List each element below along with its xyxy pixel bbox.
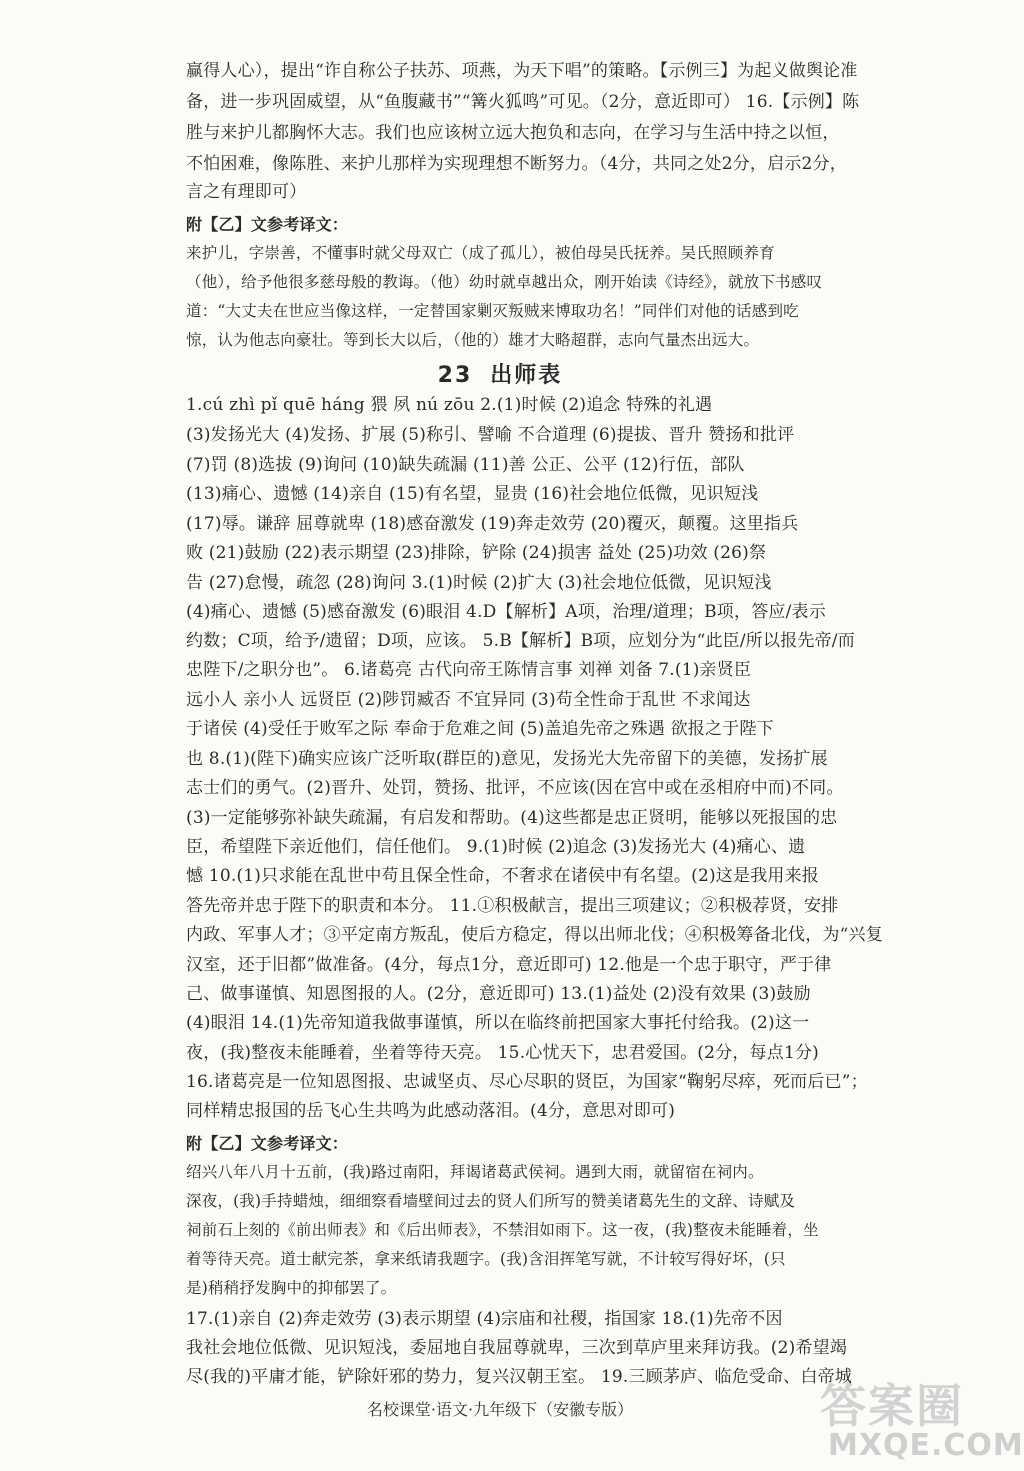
watermark-text: 答案圈 [820, 1379, 964, 1433]
translation-line: 着等待天亮。道士献完茶，拿来纸请我题字。(我)含泪挥笔写就，不计较写得好坏，(只 [186, 1250, 786, 1268]
answer-line: 内政、军事人才；③平定南方叛乱，使后方稳定，得以出师北伐；④积极筹备北伐，为“兴复 [186, 925, 883, 945]
answer-line: 忠陛下/之职分也”。 6.诸葛亮 古代向帝王陈情言事 刘禅 刘备 7.(1)亲贤臣 [186, 660, 752, 680]
answer-line: (3)发扬光大 (4)发扬、扩展 (5)称引、譬喻 不合道理 (6)提拔、晋升 赞扬和批评 [186, 425, 795, 445]
answer-line: 1.cú zhì pǐ quē háng 猥 夙 nú zōu 2.(1)时候 (2)追念 特殊的礼遇 [186, 395, 713, 415]
answer-line: 志士们的勇气。(2)晋升、处罚，赞扬、批评，不应该(因在宫中或在丞相府中而)不同。 [186, 778, 844, 798]
translation-line: 来护儿，字崇善，不懂事时就父母双亡（成了孤儿），被伯母吴氏抚养。吴氏照顾养育 [186, 244, 775, 262]
text-line: 胜与来护儿都胸怀大志。我们也应该树立远大抱负和志向，在学习与生活中持之以恒， [186, 123, 840, 143]
answer-line: 于诸侯 (4)受任于败军之际 奉命于危难之间 (5)盖追先帝之殊遇 欲报之于陛下 [186, 719, 774, 739]
translation-label: 附【乙】文参考译文： [186, 1134, 349, 1153]
answer-line: 败 (21)鼓励 (22)表示期望 (23)排除，铲除 (24)损害 益处 (25)功效 (26)祭 [186, 543, 767, 563]
section-number: 23 [437, 363, 473, 388]
text-line: 备，进一步巩固威望，从“鱼腹藏书”“篝火狐鸣”可见。（2分，意近即可） 16.【示例】陈 [186, 92, 860, 112]
text-line: 言之有理即可） [186, 182, 307, 202]
translation-line: 惊，认为他志向豪壮。等到长大以后，（他的）雄才大略超群，志向气量杰出远大。 [186, 331, 760, 349]
answer-line: 己、做事谨慎、知恩图报的人。(2分，意近即可) 13.(1)益处 (2)没有效果 (3)鼓励 [186, 984, 811, 1004]
answer-line: 约数；C项，给予/遗留；D项，应该。 5.B【解析】B项，应划分为“此臣/所以报先帝/而 [186, 631, 855, 651]
answer-line: (17)辱。谦辞 屈尊就卑 (18)感奋激发 (19)奔走效劳 (20)覆灭，颠覆。这里指兵 [186, 514, 799, 534]
translation-line: 是)稍稍抒发胸中的抑郁罢了。 [186, 1279, 397, 1297]
answer-line: 告 (27)怠慢，疏忽 (28)询问 3.(1)时候 (2)扩大 (3)社会地位低微，见识短浅 [186, 573, 772, 593]
answer-line: (4)痛心、遗憾 (5)感奋激发 (6)眼泪 4.D【解析】A项，治理/道理；B项，答应/表示 [186, 602, 826, 622]
translation-line: 绍兴八年八月十五前，(我)路过南阳，拜谒诸葛武侯祠。遇到大雨，就留宿在祠内。 [186, 1163, 764, 1181]
answer-line: (7)罚 (8)选拔 (9)询问 (10)缺失疏漏 (11)善 公正、公平 (12)行伍，部队 [186, 455, 745, 475]
page-footer: 名校课堂·语文·九年级下（安徽专版） [366, 1400, 634, 1419]
answer-line: 尽(我的)平庸才能，铲除奸邪的势力，复兴汉朝王室。 19.三顾茅庐、临危受命、白帝城 [186, 1367, 853, 1387]
answer-line: 憾 10.(1)只求能在乱世中苟且保全性命，不奢求在诸侯中有名望。(2)这是我用来报 [186, 866, 819, 886]
answer-line: 夜，(我)整夜未能睡着，坐着等待天亮。 15.心忧天下，忠君爱国。(2分，每点1分) [186, 1043, 819, 1063]
answer-line: 17.(1)亲自 (2)奔走效劳 (3)表示期望 (4)宗庙和社稷，指国家 18.(1)先帝不因 [186, 1309, 783, 1329]
answer-line: 16.诸葛亮是一位知恩图报、忠诚坚贞、尽心尽职的贤臣，为国家“鞠躬尽瘁，死而后已”； [186, 1072, 868, 1092]
answer-line: (4)眼泪 14.(1)先帝知道我做事谨慎，所以在临终前把国家大事托付给我。(2)这一 [186, 1013, 810, 1033]
translation-line: 道：“大丈夫在世应当像这样，一定替国家剿灭叛贼来博取功名！”同伴们对他的话感到吃 [186, 302, 799, 320]
section-name: 出师表 [490, 363, 563, 388]
answer-line: 同样精忠报国的岳飞心生共鸣为此感动落泪。(4分，意思对即可) [186, 1101, 676, 1121]
answer-line: (13)痛心、遗憾 (14)亲自 (15)有名望，显贵 (16)社会地位低微，见识短浅 [186, 484, 759, 504]
answer-line: 我社会地位低微、见识短浅，委屈地自我屈尊就卑，三次到草庐里来拜访我。(2)希望竭 [186, 1338, 848, 1358]
answer-line: 答先帝并忠于陛下的职责和本分。 11.①积极献言，提出三项建议；②积极荐贤，安排 [186, 896, 839, 916]
text-line: 不怕困难，像陈胜、来护儿那样为实现理想不断努力。（4分，共同之处2分，启示2分， [186, 154, 847, 174]
answer-line: 远小人 亲小人 远贤臣 (2)陟罚臧否 不宜异同 (3)苟全性命于乱世 不求闻达 [186, 690, 751, 710]
answer-line: 汉室，还于旧都”做准备。(4分，每点1分，意近即可) 12.他是一个忠于职守，严于律 [186, 955, 832, 975]
translation-label: 附【乙】文参考译文： [186, 215, 349, 234]
translation-line: 深夜，(我)手持蜡烛，细细察看墙壁间过去的贤人们所写的赞美诸葛先生的文辞、诗赋及 [186, 1192, 796, 1210]
text-line: 赢得人心），提出“诈自称公子扶苏、项燕，为天下唱”的策略。【示例三】为起义做舆论准 [186, 61, 858, 81]
translation-line: 祠前石上刻的《前出师表》和《后出师表》，不禁泪如雨下。这一夜，(我)整夜未能睡着，坐 [186, 1221, 819, 1239]
translation-line: （他），给予他很多慈母般的教诲。（他）幼时就卓越出众，刚开始读《诗经》，就放下书感叹 [186, 273, 823, 291]
answer-line: 也 8.(1)(陛下)确实应该广泛听取(群臣的)意见，发扬光大先帝留下的美德，发扬扩展 [186, 749, 828, 769]
watermark-logo [820, 1370, 1024, 1465]
section-title [0, 358, 1000, 389]
answer-line: (3)一定能够弥补缺失疏漏，有启发和帮助。(4)这些都是忠正贤明，能够以死报国的忠 [186, 808, 838, 828]
answer-line: 臣，希望陛下亲近他们，信任他们。 9.(1)时候 (2)追念 (3)发扬光大 (4)痛心、遗 [186, 837, 806, 857]
watermark-url: MXQE.COM [828, 1428, 1024, 1463]
